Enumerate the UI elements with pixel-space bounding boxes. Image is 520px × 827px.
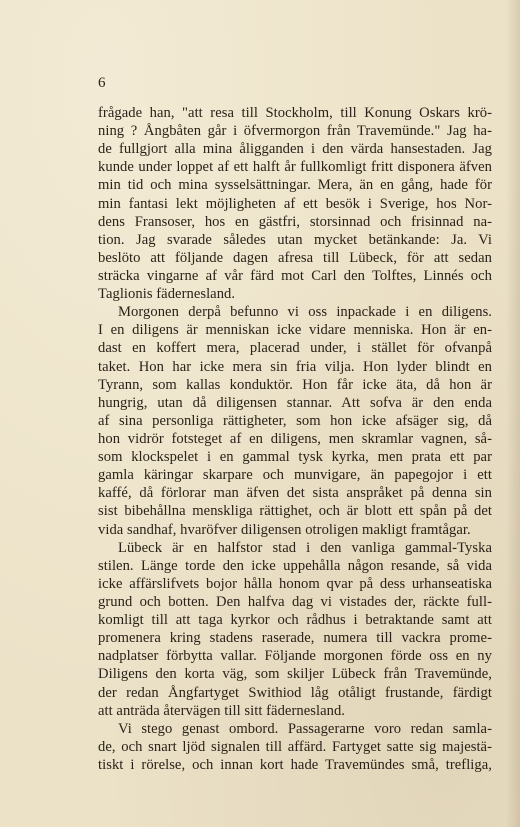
text-line: att anträda återvägen till sitt fädernesland. <box>98 702 345 719</box>
text-line: af sina personliga rättigheter, som hon icke afsäger sig, då <box>98 412 492 429</box>
text-line: de fullgjort alla mina åligganden i den värda hansestaden. Jag <box>98 141 492 158</box>
text-line: gamla käringar skarpare och munvigare, än papegojor i ett <box>98 467 492 484</box>
text-line: min tid och mina sysselsättningar. Mera, än en gång, hade för <box>98 177 492 194</box>
text-line: beslöto att följande dagen afresa till Lübeck, för att sedan <box>98 249 492 266</box>
text-line: Vi stego genast ombord. Passagerarne voro redan samla- <box>118 720 492 737</box>
body-text <box>98 104 492 774</box>
text-line: nadplatser förbytta vallar. Följande morgonen förde oss en ny <box>98 648 492 665</box>
text-line: vida sandhaf, hvaröfver diligensen otroligen makligt framtågar. <box>98 521 471 538</box>
text-line: kaffé, då förlorar man äfven det sista anspråket på denna sin <box>98 485 492 502</box>
text-line: Tyrann, som kallas konduktör. Hon får icke äta, då hon är <box>98 376 492 393</box>
text-line: promenera kring stadens raserade, numera till vackra prome- <box>98 630 492 647</box>
text-line: dens Fransoser, hos en gästfri, storsinnad och frisinnad na- <box>98 213 492 230</box>
text-line: de, och snart ljöd signalen till affärd. Fartyget satte sig majestä- <box>98 738 492 755</box>
text-line: som klockspelet i en gammal tysk kyrka, men prata ett par <box>98 449 492 466</box>
text-line: sträcka vingarne af vår färd mot Carl den Tolftes, Linnés och <box>98 267 492 284</box>
text-line: grund och botten. Den halfva dag vi vistades der, räckte full- <box>98 593 492 610</box>
text-line: tiskt i rörelse, och innan kort hade Travemündes små, trefliga, <box>98 756 492 773</box>
text-line: Taglionis fädernesland. <box>98 286 236 303</box>
text-line: stilen. Länge torde den icke uppehålla någon resande, så vida <box>98 557 492 574</box>
text-line: min fantasi lekt möjligheten af ett besök i Sverige, hos Nor- <box>98 195 492 212</box>
text-line: ning ? Ångbåten går i öfvermorgon från Travemünde." Jag ha- <box>98 123 492 140</box>
text-line: Lübeck är en halfstor stad i den vanliga gammal-Tyska <box>118 539 492 556</box>
text-line: taket. Hon har icke mera sin fria vilja. Hon lyder blindt en <box>98 358 492 375</box>
text-line: komligt till att taga kyrkor och rådhus i betraktande samt att <box>98 612 492 629</box>
text-line: hungrig, utan då diligensen stannar. Att sofva är den enda <box>98 394 492 411</box>
text-line: Morgonen derpå befunno vi oss inpackade i en diligens. <box>118 304 492 321</box>
text-line: kunde under loppet af ett halft år fullkomligt fritt disponera äfven <box>98 159 492 176</box>
text-line: der redan Ångfartyget Swithiod låg otåligt frustande, färdigt <box>98 684 492 701</box>
text-line: sist bibehållna menskliga rättighet, och är blott ett spån på det <box>98 503 492 520</box>
text-line: hon vidrör fotsteget af en diligens, men skramlar vagnen, så- <box>98 430 492 447</box>
text-line: dast en koffert mera, placerad under, i stället för ofvanpå <box>98 340 492 357</box>
page-number: 6 <box>98 75 106 91</box>
text-line: tion. Jag svarade således utan mycket betänkande: Ja. Vi <box>98 231 492 248</box>
text-line: Diligens den korta väg, som skiljer Lübeck från Travemünde, <box>98 666 492 683</box>
text-line: I en diligens är menniskan icke vidare menniska. Hon är en- <box>98 322 492 339</box>
text-line: icke affärslifvets bojor hålla honom qvar på dess urhanseatiska <box>98 575 492 592</box>
text-line: frågade han, "att resa till Stockholm, till Konung Oskars krö- <box>98 105 492 121</box>
page-edge-shadow <box>506 0 520 827</box>
